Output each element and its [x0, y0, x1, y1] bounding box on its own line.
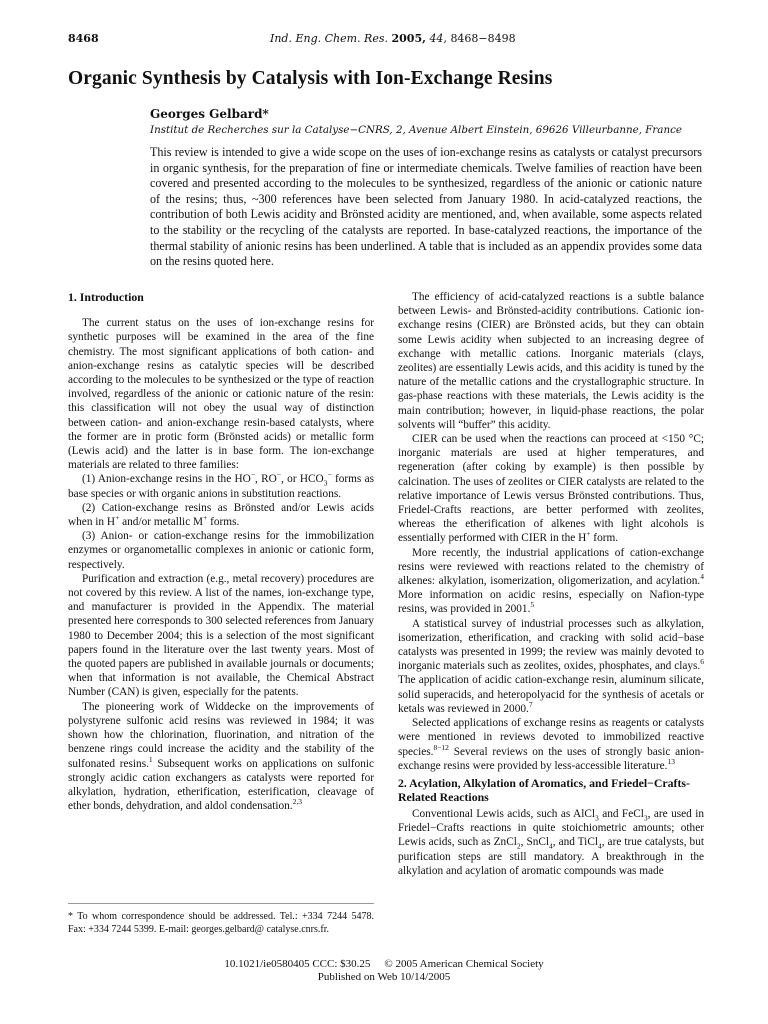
citation: 1	[148, 754, 153, 764]
intro-list-item-2: (2) Cation-exchange resins as Brönsted and/or Lewis acids when in H+ and/or metallic M+ forms.	[68, 501, 374, 529]
article-title: Organic Synthesis by Catalysis with Ion-Exchange Resins	[68, 68, 553, 89]
intro-paragraph-2: Purification and extraction (e.g., metal recovery) procedures are not covered by this review. A list of the names, ion-exchange type, and manufacturer is provided in the Appendix. The material presented here corresponds to 300 selected references from January 1980 to December 2004; this is a selection of the most significant papers found in the literature over the last twenty years. Most of the quoted papers are published in available journals or documents; when that information is not available, the Chemical Abstract Number (CAN) is given, especially for the patents.	[68, 572, 374, 699]
doi: 10.1021/ie0580405 CCC: $30.25	[224, 958, 371, 970]
section2-paragraph-1: Conventional Lewis acids, such as AlCl$_3$ and FeCl$_3$, are used in Friedel−Crafts reactions in quite stoichiometric amounts; other Lewis acids, such as ZnCl$_2$, SnCl$_4$, and TiCl$_4$, are true catalysts, but purification steps are still mandatory. A breakthrough in the alkylation and acylation of aromatic compounds was made	[398, 807, 704, 877]
copyright: © 2005 American Chemical Society	[384, 958, 544, 970]
intro-paragraph-3: The pioneering work of Widdecke on the improvements of polystyrene sulfonic acid resins was reviewed in 1984; it was shown how the chlorination, fluorination, and nitration of the benzene rings could increase the acidity and the stability of the sulfonated resins.$^1$ Subsequent works on applications on sulfonic strongly acidic cation exchangers as catalysts were reported for alkylation, hydration, etherification, esterification, cleavage of ether bonds, dehydration, and aldol condensation.$^{2,3}$	[68, 700, 374, 813]
right-paragraph-5: Selected applications of exchange resins as reagents or catalysts were mentioned in reviews devoted to immobilized reactive species.$^{8-12}$ Several reviews on the uses of strongly basic anion-exchange resins were provided by less-accessible literature.$^{13}$	[398, 717, 704, 772]
journal-name: Ind. Eng. Chem. Res.	[270, 32, 388, 45]
citation: 5	[530, 600, 535, 610]
abstract: This review is intended to give a wide scope on the uses of ion-exchange resins as catalysts or catalyst precursors in organic synthesis, for the preparation of fine or intermediate chemicals. Twelve families of reaction have been covered and presented according to the molecules to be synthesized, regardless of the anionic or cationic nature of the resins; thus, ~300 references have been selected from January 1980. In acid-catalyzed reactions, the contribution of both Lewis acidity and Brönsted acidity are mentioned, and, when available, some aspects related to the stability or the recycling of the catalysts are reported. In base-catalyzed reactions, the importance of the thermal stability of anionic resins has been underlined. A table that is included as an appendix provides some data on the resins quoted here.	[150, 145, 702, 269]
citation: 8−12	[433, 742, 449, 752]
journal-volume: 44,	[429, 32, 447, 45]
section-heading-introduction: 1. Introduction	[68, 290, 144, 304]
right-paragraph-2: CIER can be used when the reactions can proceed at <150 °C; inorganic materials are used at higher temperatures, and regeneration (after coking by example) is then possible by calcination. The uses of zeolites or CIER catalysts are related to the relative importance of Lewis versus Brönsted contributions. Thus, Friedel-Crafts reactions, are better performed with zeolites, whereas the etherification of alkenes with light alcohols is essentially performed with CIER in the H+ form.	[398, 433, 704, 545]
section-heading-acylation: 2. Acylation, Alkylation of Aromatics, and Friedel−Crafts-Related Reactions	[398, 775, 690, 805]
intro-list-item-3: (3) Anion- or cation-exchange resins for the immobilization enzymes or organometallic complexes in anionic or cationic form, respectively.	[68, 530, 374, 571]
left-column	[68, 290, 374, 813]
page-footer	[0, 958, 768, 984]
correspondence-footnote: * To whom correspondence should be addressed. Tel.: +334 7244 5478. Fax: +334 7244 5399. E-mail: georges.gelbard@ catalyse.cnrs.fr.	[68, 911, 374, 936]
page-number: 8468	[68, 32, 99, 45]
right-paragraph-1: The efficiency of acid-catalyzed reactions is a subtle balance between Lewis- and Brönsted-acidity contributions. Cationic ion-exchange resins (CIER) are Brönsted acids, but they can obtain some Lewis acidity when subjected to an increasing degree of exchange with metallic cations. Inorganic materials (clays, zeolites) are essentially Lewis acids, and this acidity is tuned by the nature of the metallic cations and the crystallographic structure. In gas-phase reactions with these materials, the Lewis acidity is the main contribution; however, in liquid-phase reactions, the polar solvents will “buffer” this acidity.	[398, 291, 704, 431]
citation: 2,3	[292, 797, 302, 807]
citation: 6	[700, 657, 704, 667]
published-date: Published on Web 10/14/2005	[317, 971, 451, 983]
right-column	[398, 290, 704, 878]
intro-list-item-1: (1) Anion-exchange resins in the HO−, RO−, or $HCO_3^-$ forms as base species or with organic anions in substitution reactions.	[68, 470, 374, 500]
journal-header	[270, 32, 516, 45]
citation: 4	[700, 572, 704, 582]
citation: 13	[667, 756, 675, 766]
footnote-rule	[68, 903, 374, 904]
citation: 7	[528, 700, 533, 710]
journal-pages: 8468−8498	[450, 32, 516, 45]
author-affiliation: Institut de Recherches sur la Catalyse−CNRS, 2, Avenue Albert Einstein, 69626 Villeurbanne, France	[150, 124, 682, 136]
right-paragraph-3: More recently, the industrial applications of cation-exchange resins were reviewed with reactions related to the chemistry of alkenes: alkylation, isomerization, oligomerization, and acylation.$^4$ More information on acidic resins, especially on Nafion-type resins, was provided in 2001.$^5$	[398, 546, 704, 616]
intro-paragraph-1: The current status on the uses of ion-exchange resins for synthetic purposes will be examined in the area of the fine chemistry. The most significant applications of both cation- and anion-exchange resins as catalytic species will be described according to the molecules to be synthesized or the type of reaction involved, regardless of the anionic or cationic nature of the resin: this classification will not obey the usual way of distinction between cation- and anion-exchange resin-based catalysts, where the former are in protic form (Brönsted acids) or metallic form (Lewis acid) and the latter is in base form. The ion-exchange materials are related to three families:	[68, 317, 374, 472]
journal-year: 2005,	[391, 32, 426, 45]
author-name: Georges Gelbard*	[150, 107, 269, 121]
right-paragraph-4: A statistical survey of industrial processes such as alkylation, isomerization, etherification, and cracking with solid acid−base catalysts was presented in 1999; the review was mainly devoted to inorganic materials such as zeolites, oxides, phosphates, and clays.$^6$ The application of acidic cation-exchange resin, aluminum silicate, solid superacids, and heteropolyacid for the synthesis of acetals or ketals was reviewed in 2000.$^7$	[398, 617, 704, 715]
